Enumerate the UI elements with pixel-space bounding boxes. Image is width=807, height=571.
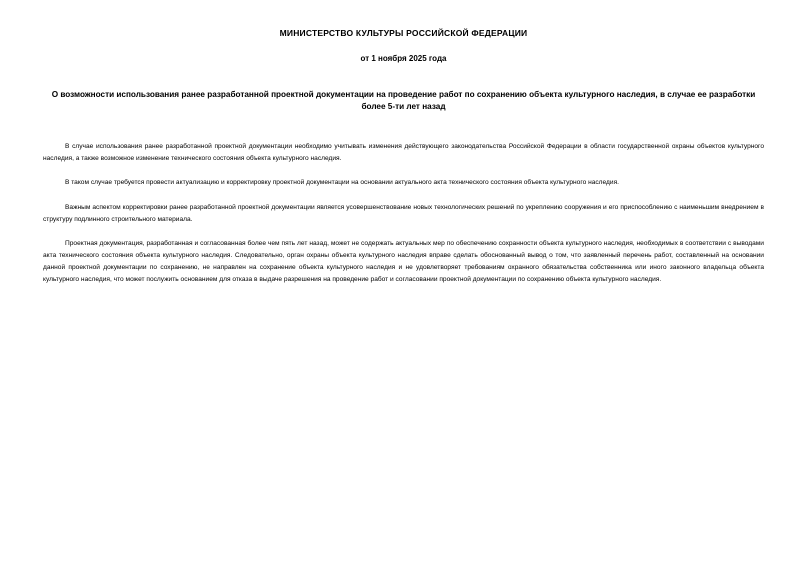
paragraph: В случае использования ранее разработанной проектной документации необходимо учитывать изменения действующего законодательства Российской Федерации в области государственной охраны объектов культурного наследия, а также возможное изменение технического состояния объекта культурного наследия. [43,142,764,163]
ministry-heading: МИНИСТЕРСТВО КУЛЬТУРЫ РОССИЙСКОЙ ФЕДЕРАЦИИ [279,28,528,38]
page-title: О возможности использования ранее разработанной проектной документации на проведение работ по сохранению объекта культурного наследия, в случае ее разработки более 5-ти лет назад [51,90,756,112]
paragraph: Проектная документация, разработанная и согласованная более чем пять лет назад, может не содержать актуальных мер по обеспечению сохранности объекта культурного наследия, необходимых в соответствии с выводами акта технического состояния объекта культурного наследия. Следовательно, орган охраны объекта культурного наследия вправе сделать обоснованный вывод о том, что заявленный перечень работ, составленный на основании данной проектной документации по сохранению, не направлен на сохранение объекта культурного наследия и не удовлетворяет требованиям охранного обязательства собственника или иного законного владельца объекта культурного наследия, что может послужить основанием для отказа в выдаче разрешения на проведение работ и согласовании проектной документации по сохранению объекта культурного наследия. [43,239,764,284]
paragraph: В таком случае требуется провести актуализацию и корректировку проектной документации на основании актуального акта технического состояния объекта культурного наследия. [65,179,619,187]
paragraph: Важным аспектом корректировки ранее разработанной проектной документации является усовершенствование новых технологических решений по укреплению сооружения и его приспособлению с наименьшим внедрением в структуру подлинного строительного материала. [43,203,764,223]
document-body [40,141,767,287]
document-date: от 1 ноября 2025 года [360,54,447,64]
